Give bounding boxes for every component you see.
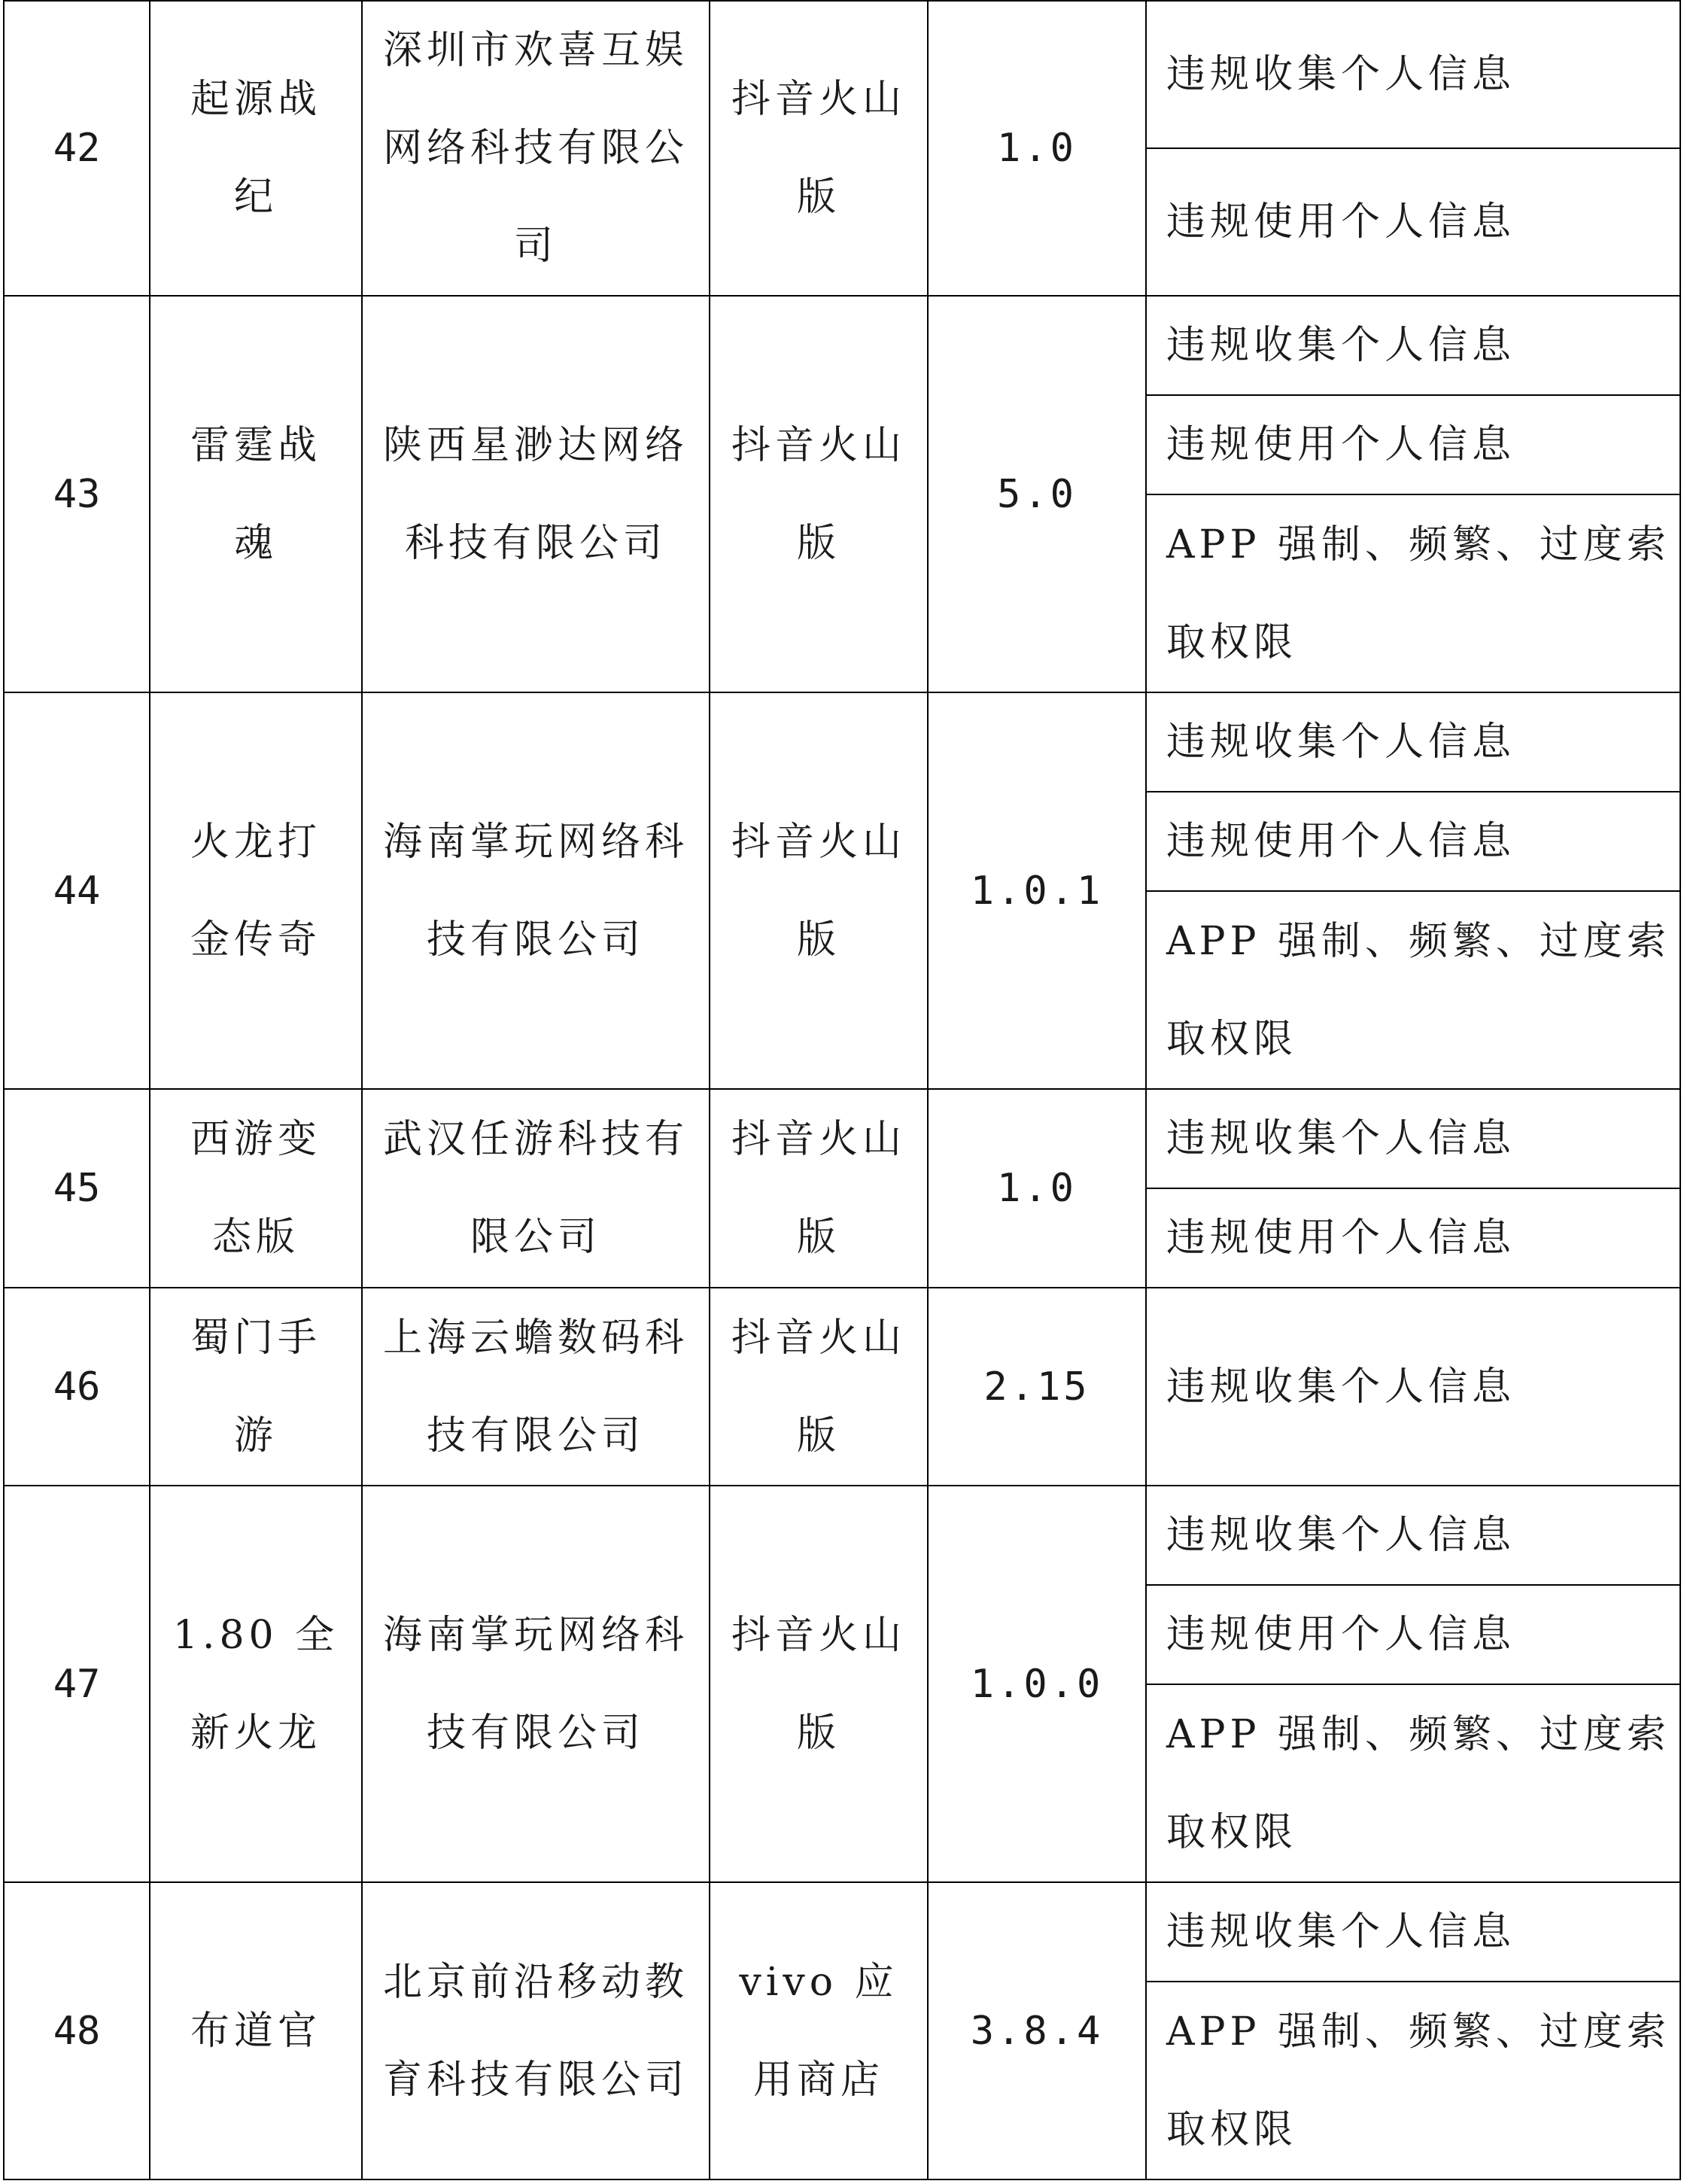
table-row bbox=[4, 692, 1680, 792]
row-number: 47 bbox=[4, 1486, 150, 1882]
issue-item: 违规收集个人信息 bbox=[1146, 692, 1680, 792]
app-name: 蜀门手游 bbox=[150, 1288, 362, 1486]
issue-item: APP 强制、频繁、过度索取权限 bbox=[1146, 891, 1680, 1089]
table-row bbox=[4, 1288, 1680, 1486]
app-version: 1.0.1 bbox=[928, 692, 1146, 1089]
app-source: 抖音火山版 bbox=[710, 1486, 928, 1882]
issue-item: 违规使用个人信息 bbox=[1146, 395, 1680, 494]
app-version: 5.0 bbox=[928, 296, 1146, 692]
app-source: 抖音火山版 bbox=[710, 1, 928, 296]
table-row bbox=[4, 1, 1680, 148]
issue-item: 违规使用个人信息 bbox=[1146, 148, 1680, 296]
issue-item: 违规收集个人信息 bbox=[1146, 296, 1680, 395]
row-number: 45 bbox=[4, 1089, 150, 1288]
issue-item: 违规收集个人信息 bbox=[1146, 1882, 1680, 1982]
issue-item: 违规收集个人信息 bbox=[1146, 1, 1680, 148]
app-source: 抖音火山版 bbox=[710, 296, 928, 692]
issue-item: APP 强制、频繁、过度索取权限 bbox=[1146, 494, 1680, 692]
company-name: 陕西星渺达网络科技有限公司 bbox=[362, 296, 710, 692]
app-version: 1.0.0 bbox=[928, 1486, 1146, 1882]
app-name: 起源战纪 bbox=[150, 1, 362, 296]
company-name: 北京前沿移动教育科技有限公司 bbox=[362, 1882, 710, 2179]
issue-item: APP 强制、频繁、过度索取权限 bbox=[1146, 1684, 1680, 1882]
row-number: 44 bbox=[4, 692, 150, 1089]
app-version: 2.15 bbox=[928, 1288, 1146, 1486]
app-name: 西游变态版 bbox=[150, 1089, 362, 1288]
table-row bbox=[4, 296, 1680, 395]
company-name: 上海云蟾数码科技有限公司 bbox=[362, 1288, 710, 1486]
app-source: 抖音火山版 bbox=[710, 692, 928, 1089]
company-name: 海南掌玩网络科技有限公司 bbox=[362, 1486, 710, 1882]
app-name: 雷霆战魂 bbox=[150, 296, 362, 692]
app-version: 3.8.4 bbox=[928, 1882, 1146, 2179]
app-name: 火龙打金传奇 bbox=[150, 692, 362, 1089]
company-name: 海南掌玩网络科技有限公司 bbox=[362, 692, 710, 1089]
app-version: 1.0 bbox=[928, 1089, 1146, 1288]
app-source: 抖音火山版 bbox=[710, 1288, 928, 1486]
app-name: 1.80 全新火龙 bbox=[150, 1486, 362, 1882]
app-version: 1.0 bbox=[928, 1, 1146, 296]
app-source: 抖音火山版 bbox=[710, 1089, 928, 1288]
table-row bbox=[4, 1089, 1680, 1188]
row-number: 43 bbox=[4, 296, 150, 692]
row-number: 46 bbox=[4, 1288, 150, 1486]
issue-item: 违规使用个人信息 bbox=[1146, 1188, 1680, 1288]
row-number: 48 bbox=[4, 1882, 150, 2179]
issue-item: 违规使用个人信息 bbox=[1146, 792, 1680, 891]
issue-item: APP 强制、频繁、过度索取权限 bbox=[1146, 1982, 1680, 2179]
table-row bbox=[4, 1882, 1680, 1982]
company-name: 深圳市欢喜互娱网络科技有限公司 bbox=[362, 1, 710, 296]
app-name: 布道官 bbox=[150, 1882, 362, 2179]
issue-item: 违规收集个人信息 bbox=[1146, 1089, 1680, 1188]
issue-item: 违规收集个人信息 bbox=[1146, 1486, 1680, 1585]
issue-item: 违规使用个人信息 bbox=[1146, 1585, 1680, 1684]
issue-item: 违规收集个人信息 bbox=[1146, 1288, 1680, 1486]
row-number: 42 bbox=[4, 1, 150, 296]
app-violation-table bbox=[3, 0, 1681, 2180]
app-source: vivo 应用商店 bbox=[710, 1882, 928, 2179]
table-row bbox=[4, 1486, 1680, 1585]
company-name: 武汉任游科技有限公司 bbox=[362, 1089, 710, 1288]
